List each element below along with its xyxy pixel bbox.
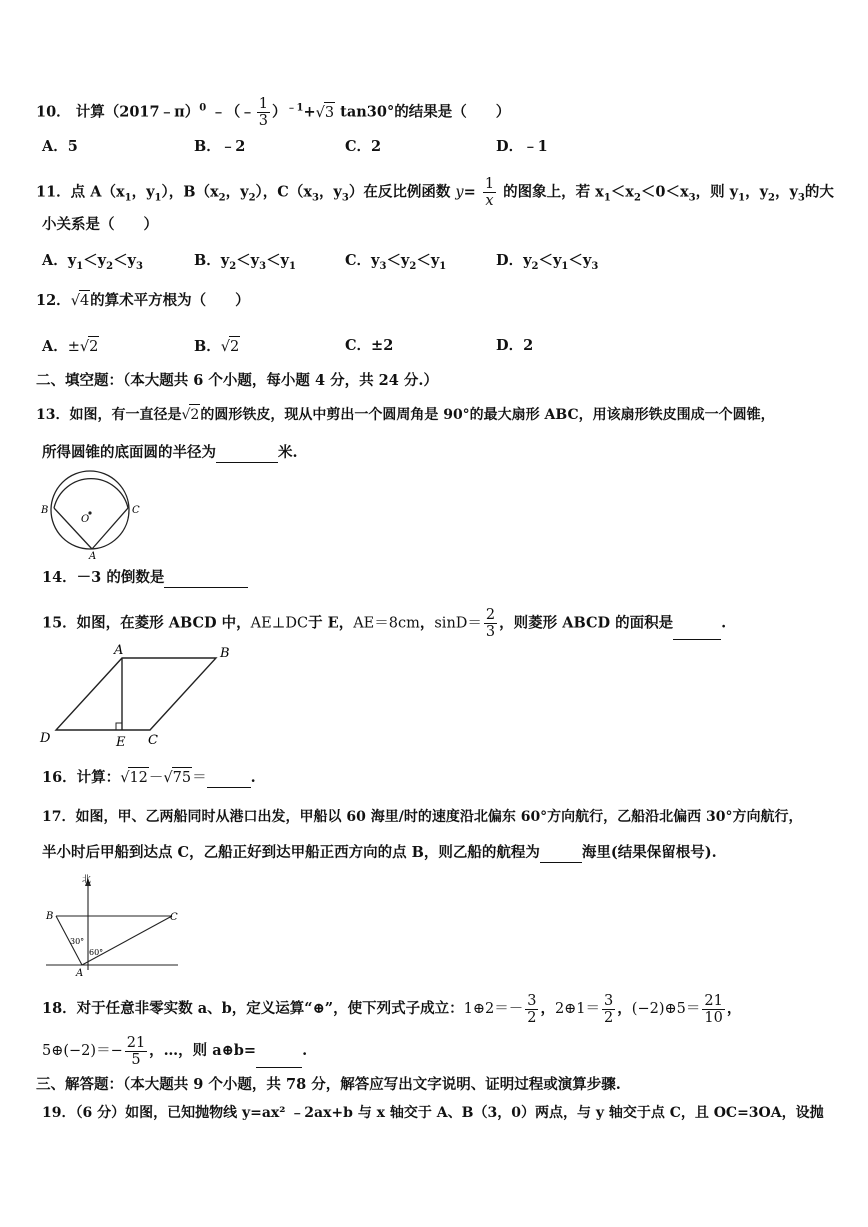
q11-stem-line2: 小关系是（ ） <box>42 216 158 233</box>
q10-post: tan30°的结果是（ ） <box>340 103 511 121</box>
q15-figure <box>36 640 236 750</box>
q11-option-a: A．$y_1<y_2<y_3$ <box>42 252 143 272</box>
q15-label-d: D <box>40 731 51 746</box>
q10-sup1: ﹣1 <box>286 102 304 114</box>
q12-option-a: A．±√2 <box>42 338 99 355</box>
q15-label-e: E <box>116 735 126 750</box>
q13-figure <box>38 468 148 560</box>
q15-label-b: B <box>220 646 230 661</box>
q11-stem-line1: 11．点 $A(x_1$，$y_1$），$B(x_2$，$y_2$），$C(x_3$，$y_3$）在反比例函数 y= $\frac{1}{x}$ 的图象上，若 $x_1<x_2<0<x_3$，则 $y_1$，$y_2$，$y_3$的大 <box>36 176 834 209</box>
q13-answer-blank[interactable] <box>216 462 278 463</box>
q10-number: 10． <box>36 103 71 121</box>
q14-answer-blank[interactable] <box>164 587 248 588</box>
q10-frac-num: 1 <box>258 96 268 112</box>
q13-label-o: O <box>81 514 90 525</box>
q13-stem-line2: 所得圆锥的底面圆的半径为 米. <box>42 444 298 461</box>
q19-stem-line1: 19．（6 分）如图，已知抛物线 y=ax² ﹣2ax+b 与 x 轴交于 A、B（3，0）两点，与 y 轴交于点 C，且 OC=3OA，设抛 <box>42 1105 824 1121</box>
q15-label-a: A <box>114 643 124 658</box>
q17-label-a: A <box>76 968 84 979</box>
q10-sup0: 0 <box>199 102 207 114</box>
q11-option-b: B．$y_2<y_3<y_1$ <box>194 252 296 272</box>
q13-arc <box>54 479 128 508</box>
q12-option-d: D．2 <box>496 337 534 354</box>
q17-label-north: 北 <box>82 875 92 885</box>
q10-stem: 10． 计算（2017﹣π）$^0$ ﹣（﹣ $\frac{1}{3}$ ）$^{﹣1}$+√3 tan30°的结果是（ ） <box>36 96 511 129</box>
q10-option-a: A．5 <box>42 138 78 155</box>
q11-fraction: $\frac{1}{x}$ <box>484 176 495 209</box>
q11-option-d: D．$y_2<y_1<y_3$ <box>496 252 599 272</box>
q10-radical: √3 <box>316 102 335 123</box>
q16-stem: 16．计算：√12－√75＝ . <box>42 769 256 786</box>
q10-fraction <box>257 96 270 129</box>
q17-label-c: C <box>170 912 178 923</box>
q12-option-b: B．√2 <box>194 338 240 355</box>
section-2-heading: 二、填空题：（本大题共 6 个小题，每小题 4 分，共 24 分.） <box>36 372 438 389</box>
q12-stem: 12．√4的算术平方根为（ ） <box>36 292 250 309</box>
section-3-heading: 三、解答题：（本大题共 9 个小题，共 78 分，解答应写出文字说明、证明过程或演算步骤. <box>36 1076 621 1093</box>
q13-label-b: B <box>41 505 49 516</box>
q15-answer-blank[interactable] <box>673 639 721 640</box>
q10-pre: 计算（2017﹣π） <box>75 103 200 121</box>
q14-stem: 14．－3 的倒数是 <box>42 568 248 588</box>
q17-answer-blank[interactable] <box>540 862 582 863</box>
q17-label-b: B <box>46 911 54 922</box>
q17-label-30deg: 30° <box>70 937 85 946</box>
q17-stem-line2: 半小时后甲船到达点 C，乙船正好到达甲船正西方向的点 B，则乙船的航程为 海里(结果保留根号). <box>42 844 717 861</box>
q17-label-60deg: 60° <box>89 948 104 957</box>
q13-label-c: C <box>132 505 140 516</box>
q18-stem-line2: 5⊕(−2)＝− $\frac{21}{5}$ ，…，则 a⊕b= . <box>42 1034 308 1068</box>
q11-option-c: C．$y_3<y_2<y_1$ <box>345 252 447 272</box>
q15-stem: 15．如图，在菱形 ABCD 中，AE⊥DC于 E，AE＝8cm，sinD＝ $\frac{2}{3}$ ，则菱形 ABCD 的面积是 . <box>42 607 727 640</box>
q17-figure <box>42 872 192 980</box>
q10-option-d: D．﹣1 <box>496 138 548 155</box>
q12-radical: √4 <box>71 290 90 311</box>
q10-option-b: B．﹣2 <box>194 138 246 155</box>
q15-right-angle <box>116 723 122 730</box>
q15-label-c: C <box>148 733 158 748</box>
q10-mid: ﹣（﹣ <box>211 103 255 121</box>
q17-stem-line1: 17．如图，甲、乙两船同时从港口出发，甲船以 60 海里/时的速度沿北偏东 60°方向航行，乙船沿北偏西 30°方向航行， <box>42 809 803 825</box>
q18-answer-blank[interactable] <box>256 1067 302 1068</box>
q13-circle <box>51 471 129 549</box>
q15-rhombus <box>56 658 216 730</box>
q16-answer-blank[interactable] <box>207 787 251 788</box>
q13-stem-line1: 13．如图，有一直径是√2的圆形铁皮，现从中剪出一个圆周角是 90°的最大扇形 ABC，用该扇形铁皮围成一个圆锥， <box>36 404 775 425</box>
q13-label-a: A <box>89 551 97 560</box>
q10-frac-den: 3 <box>258 113 268 129</box>
q10-plus: + <box>303 103 316 121</box>
q10-option-c: C．2 <box>345 138 382 155</box>
q12-option-c: C．±2 <box>345 337 394 354</box>
q18-stem-line1: 18．对于任意非零实数 a、b，定义运算“⊕”，使下列式子成立：1⊕2＝－ $\frac{3}{2}$ ，2⊕1＝ $\frac{3}{2}$ ，(−2)⊕5＝ $\frac{21}{10}$ ， <box>42 992 742 1026</box>
q17-line-ac <box>82 916 172 965</box>
